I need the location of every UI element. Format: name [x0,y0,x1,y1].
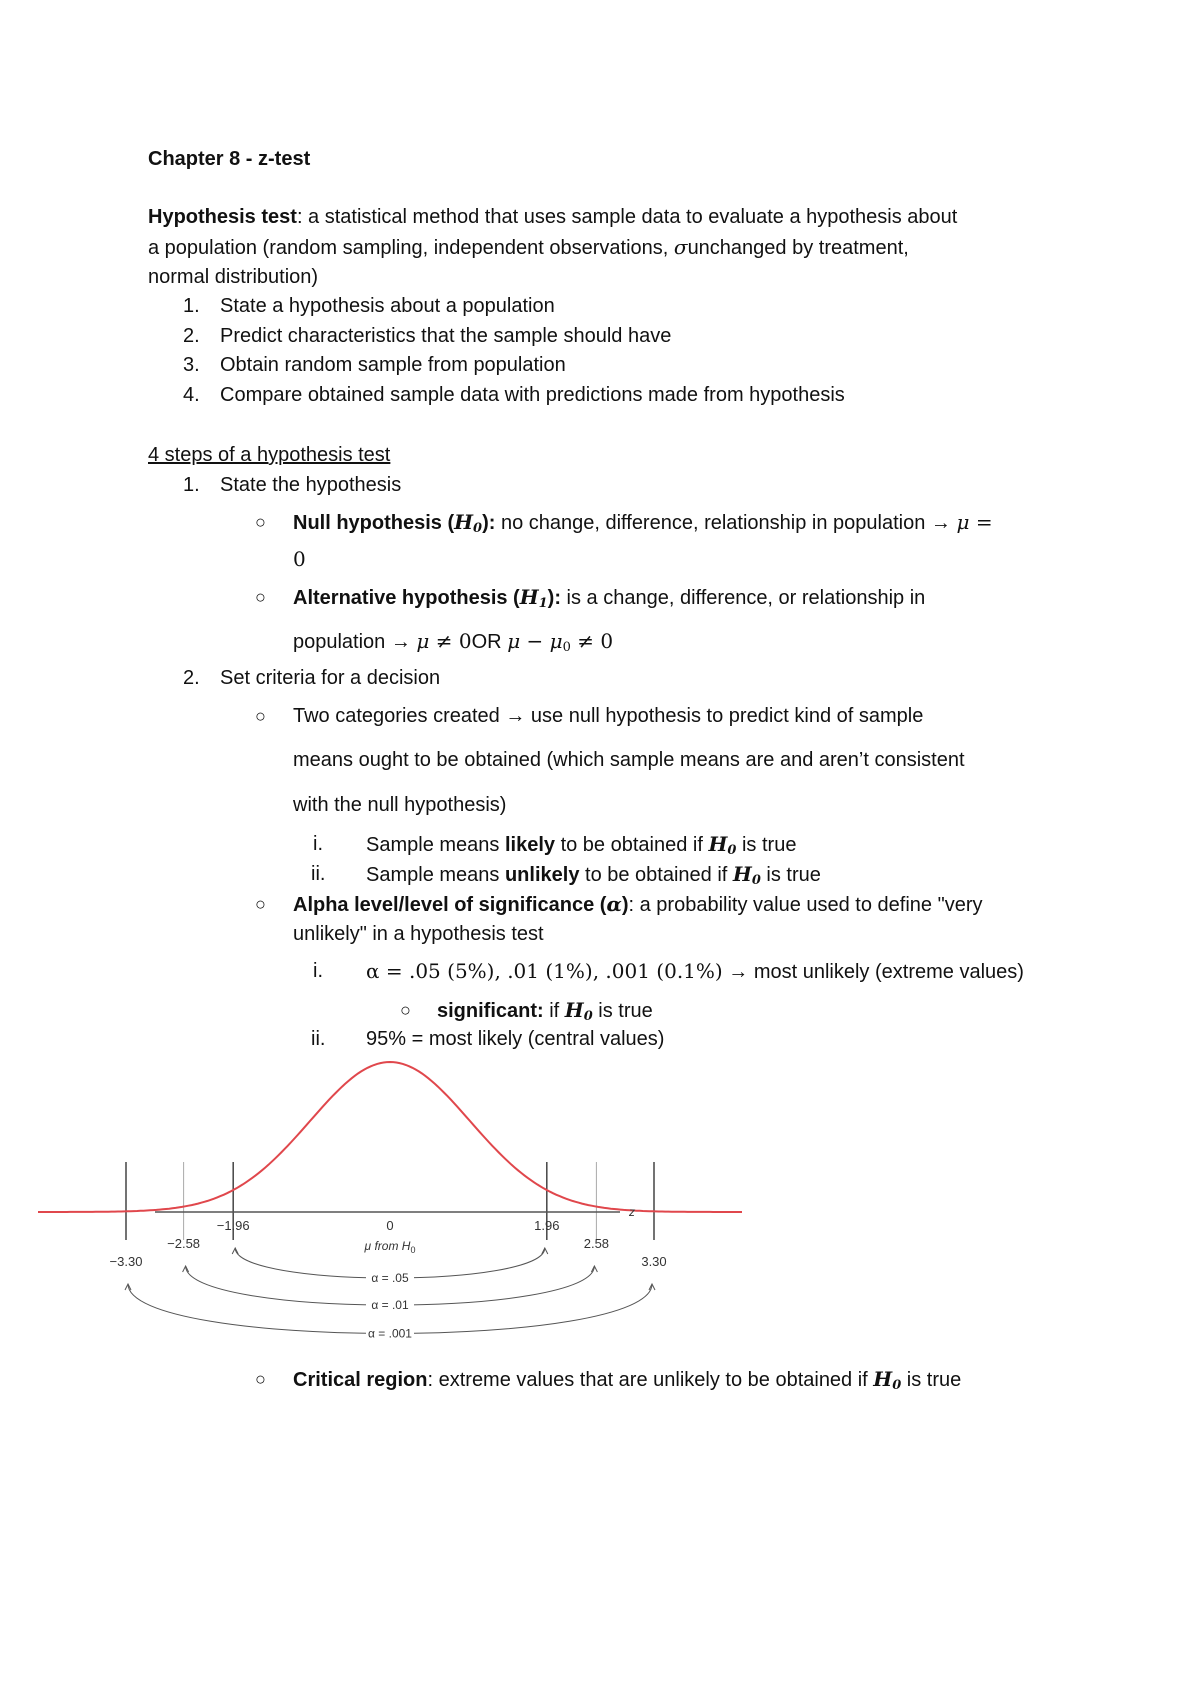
alpha-arc-label: α = .05 [371,1271,409,1285]
bullet-icon: ○ [400,1000,411,1020]
mu-from-h0-label: μ from $H_0$ [364,1239,416,1255]
alpha-arc-label: α = .001 [368,1326,412,1341]
hypothesis-test-term: Hypothesis test [148,206,297,228]
significant-line: significant: if $H_0$ is true [437,998,653,1024]
z-tick-label: 2.58 [583,1236,610,1251]
list-item: Predict characteristics that the sample should have [220,325,672,347]
null-hypothesis-line: Null hypothesis $(H_0)$: no change, difference, relationship in population → μ = [293,510,993,536]
section-heading: 4 steps of a hypothesis test [148,444,391,466]
list-item: Compare obtained sample data with predictions made from hypothesis [220,384,845,406]
arrowhead [542,1248,548,1254]
alt-hypothesis-line-2: population → μ ≠ 0OR $\mu - \mu_0 \ne 0$ [293,629,614,655]
z-tick-label: 1.96 [534,1218,560,1233]
arrowhead [232,1248,238,1254]
bullet-icon: ○ [255,894,266,914]
intro-line-1: Hypothesis test: a statistical method that uses sample data to evaluate a hypothesis about [148,206,958,228]
bullet-icon: ○ [255,587,266,607]
z-tick-label: 3.30 [641,1254,667,1269]
bullet-icon: ○ [255,512,266,532]
intro-line-3: normal distribution) [148,266,319,288]
bullet-icon: ○ [255,706,266,726]
z-tick-label: −1.96 [216,1218,250,1233]
zero-label: 0 [386,1218,394,1233]
step-set-criteria: Set criteria for a decision [220,667,441,689]
null-hypothesis-line-2: 0 [293,547,306,571]
bullet-icon: ○ [255,1369,266,1389]
document-page: Chapter 8 - z-test Hypothesis test: a statistical method that uses sample data to evaluate a hypothesis about a population (random sampling, independent observations, σunchanged by treatment, normal distribution) 1. State a hypothesis about a population 2. Predict characteristics that the sample should have 3. Obtain random sample from population 4. Compare obtained sample data with predictions made from hypothesis 4 steps of a hypothesis test 1. State the hypothesis ○ Null hypothesis $(H_0)$: no change, difference, relationship in population → μ = 0 ○ Alternative hypothesis $(H_1)$: is a change, difference, or relationship in population → μ ≠ 0OR $\mu - \mu_0 \ne 0$ 2. Set criteria for a decision ○ Two categories created → use null hypothesis to predict kind of sample means ought to be obtained (which sample means are and aren’t consistent with the null hypothesis) i. Sample means likely to be obtained if $H_0$ is true ii. Sample means unlikely to be obtained if $H_0$ is true ○ Alpha level/level of significance (α): a probability value used to define "very unlikely" in a hypothesis test i. α = .05 (5%), .01 (1%), .001 (0.1%) → most unlikely (extreme values) ○ significant: if $H_0$ is true ii. 95% = most likely (central values) z 0 μ from $H_0$ −3.30 −2.58 −1.96 1.96 2.58 3.30 α = .05 α = .01 α = .001 ○ Critical region: extreme values that are unlikely to be obtained if $H_0$ is true [0,0,1200,1696]
z-axis-label: z [629,1205,635,1219]
critical-region-line: Critical region: extreme values that are unlikely to be obtained if $H_0$ is true [293,1367,962,1393]
intro-line-2: a population (random sampling, independent observations, σunchanged by treatment, [148,235,909,259]
step-state-hypothesis: State the hypothesis [220,474,402,496]
z-tick-label: −2.58 [167,1236,201,1251]
unlikely-line: Sample means unlikely to be obtained if $H_0$ is true [366,862,821,888]
categories-line-2: means ought to be obtained (which sample means are and aren’t consistent [293,749,965,771]
alpha-values-line: α = .05 (5%), .01 (1%), .001 (0.1%) → most unlikely (extreme values) [366,959,1024,983]
list-item: Obtain random sample from population [220,354,566,376]
list-item: State a hypothesis about a population [220,295,555,317]
alpha-arc-label: α = .01 [371,1298,409,1312]
categories-line-1: Two categories created → use null hypothesis to predict kind of sample [293,705,924,727]
alpha-line-2: unlikely" in a hypothesis test [293,923,544,945]
central-values-line: 95% = most likely (central values) [366,1028,665,1050]
z-tick-label: −3.30 [109,1254,143,1269]
categories-line-3: with the null hypothesis) [293,794,507,816]
likely-line: Sample means likely to be obtained if $H_0$ is true [366,832,797,858]
alt-hypothesis-line: Alternative hypothesis $(H_1)$: is a change, difference, or relationship in [293,585,926,611]
alpha-line-1: Alpha level/level of significance (α): a probability value used to define "very [293,892,983,916]
page-title: Chapter 8 - z-test [148,148,311,170]
normal-curve [38,1062,742,1212]
